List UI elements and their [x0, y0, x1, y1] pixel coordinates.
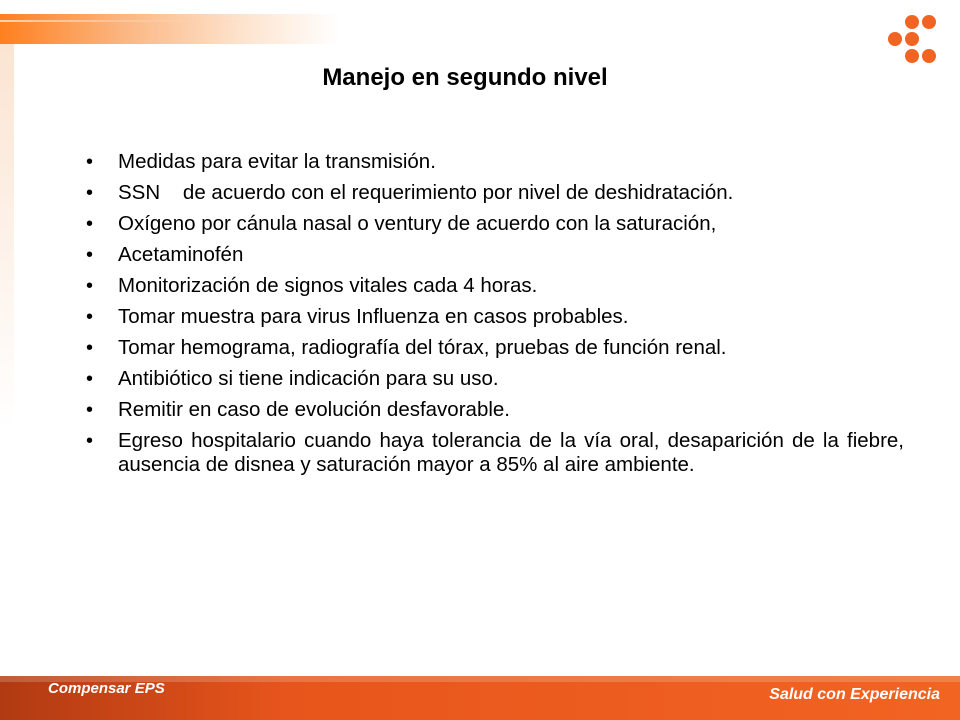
- bullet-item: [84, 243, 904, 267]
- bullet-list: [84, 150, 904, 477]
- bullet-icon: •: [86, 182, 94, 204]
- bullet-icon: •: [86, 306, 94, 328]
- bullet-text: Antibiótico si tiene indicación para su uso.: [118, 367, 499, 390]
- header-decorative-line: [0, 20, 260, 22]
- bullet-text: Acetaminofén: [118, 243, 244, 266]
- header-decorative-stripe: [0, 14, 340, 44]
- bullet-icon: •: [86, 275, 94, 297]
- bullet-icon: •: [86, 151, 94, 173]
- bullet-item: [84, 305, 904, 329]
- bullet-item: [84, 212, 904, 236]
- bullet-item: [84, 181, 904, 205]
- bullet-item: [84, 429, 904, 477]
- bullet-text: Medidas para evitar la transmisión.: [118, 150, 436, 173]
- footer-brand: Compensar EPS: [48, 680, 165, 697]
- bullet-icon: •: [86, 430, 94, 452]
- footer-bar: [0, 676, 960, 720]
- bullet-icon: •: [86, 337, 94, 359]
- footer-tagline: Salud con Experiencia: [769, 686, 940, 703]
- slide-content: [84, 150, 904, 484]
- bullet-item: [84, 274, 904, 298]
- bullet-text: Tomar hemograma, radiografía del tórax, pruebas de función renal.: [118, 336, 727, 359]
- bullet-icon: •: [86, 399, 94, 421]
- left-decorative-fade: [0, 44, 14, 684]
- bullet-text: Monitorización de signos vitales cada 4 horas.: [118, 274, 538, 297]
- bullet-item: [84, 398, 904, 422]
- bullet-text: Tomar muestra para virus Influenza en casos probables.: [118, 305, 629, 328]
- bullet-text: Egreso hospitalario cuando haya tolerancia de la vía oral, desaparición de la fiebre, ausencia de disnea y saturación mayor a 85% al aire ambiente.: [118, 429, 904, 476]
- bullet-item: [84, 336, 904, 360]
- bullet-item: [84, 367, 904, 391]
- bullet-icon: •: [86, 213, 94, 235]
- bullet-icon: •: [86, 368, 94, 390]
- bullet-text: SSN de acuerdo con el requerimiento por nivel de deshidratación.: [118, 181, 734, 204]
- bullet-text: Remitir en caso de evolución desfavorable.: [118, 398, 510, 421]
- bullet-text: Oxígeno por cánula nasal o ventury de acuerdo con la saturación,: [118, 212, 717, 235]
- bullet-icon: •: [86, 244, 94, 266]
- slide-title: Manejo en segundo nivel: [322, 64, 608, 91]
- bullet-item: [84, 150, 904, 174]
